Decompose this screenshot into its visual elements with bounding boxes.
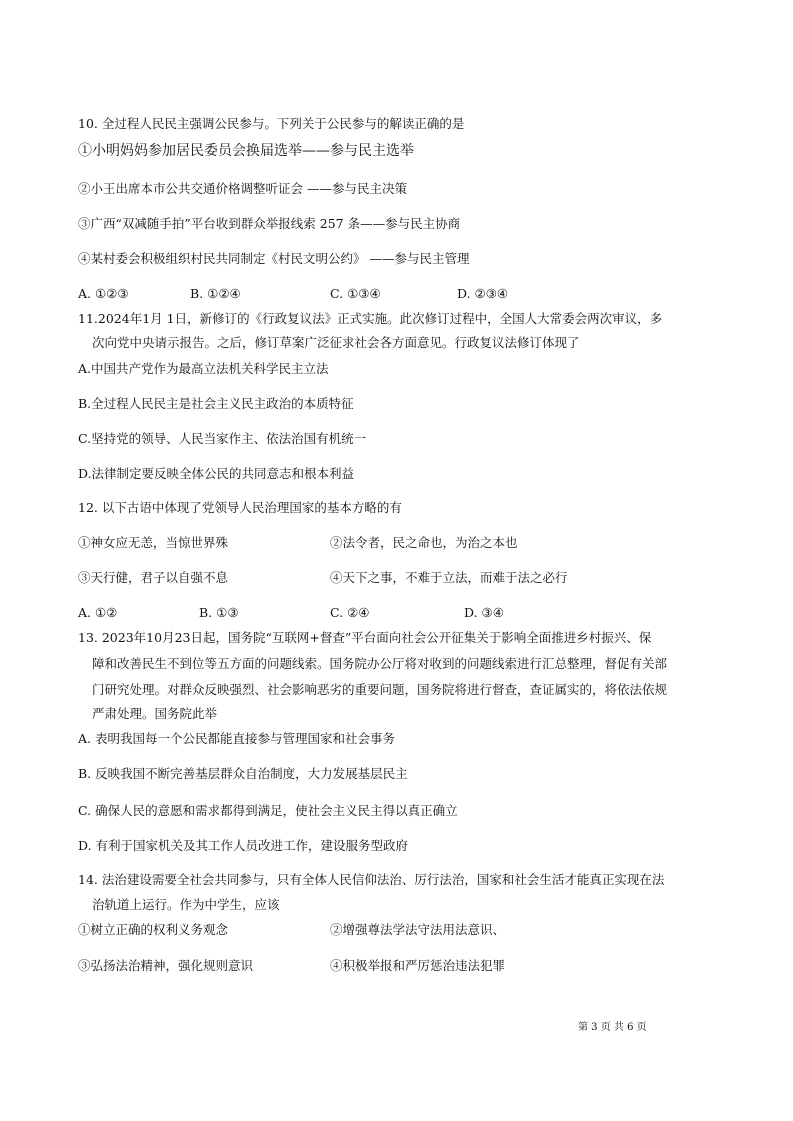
q13-option-b: B. 反映我国不断完善基层群众自治制度，大力发展基层民主 <box>78 766 408 781</box>
q13-stem-line-2: 障和改善民生不到位等五方面的问题线索。国务院办公厅将对收到的问题线索进行汇总整理，督促有关部 <box>92 656 668 671</box>
q14-item-1: ①树立正确的权利义务观念 <box>78 922 229 937</box>
q10-stem: 10. 全过程人民民主强调公民参与。下列关于公民参与的解读正确的是 <box>78 116 465 131</box>
q11-option-b: B.全过程人民民主是社会主义民主政治的本质特征 <box>78 396 354 411</box>
q11-stem-line-2: 次向党中央请示报告。之后，修订草案广泛征求社会各方面意见。行政复议法修订体现了 <box>92 335 580 350</box>
q10-option-b: B. ①②④ <box>190 286 241 301</box>
q13-stem-line-4: 严肃处理。国务院此举 <box>92 706 218 721</box>
q12-item-2: ②法令者，民之命也，为治之本也 <box>330 535 518 550</box>
q12-option-b: B. ①③ <box>199 605 239 620</box>
q12-option-c: C. ②④ <box>330 605 370 620</box>
q13-option-c: C. 确保人民的意愿和需求都得到满足，使社会主义民主得以真正确立 <box>78 803 458 818</box>
q12-option-a: A. ①② <box>78 605 118 620</box>
page-number-footer: 第 3 页 共 6 页 <box>578 1022 647 1033</box>
q14-item-3: ③弘扬法治精神，强化规则意识 <box>78 958 254 973</box>
q11-option-a: A.中国共产党作为最高立法机关科学民主立法 <box>78 361 329 376</box>
q10-item-2: ②小王出席本市公共交通价格调整听证会 ——参与民主决策 <box>78 181 407 196</box>
q10-option-a: A. ①②③ <box>78 286 129 301</box>
q14-item-4: ④积极举报和严厉惩治违法犯罪 <box>330 958 506 973</box>
q10-item-1: ①小明妈妈参加居民委员会换届选举——参与民主选举 <box>78 143 414 159</box>
q12-option-d: D. ③④ <box>464 605 504 620</box>
q11-option-d: D.法律制定要反映全体公民的共同意志和根本利益 <box>78 466 355 481</box>
q13-option-a: A. 表明我国每一个公民都能直接参与管理国家和社会事务 <box>78 731 395 746</box>
q10-option-c: C. ①③④ <box>330 286 381 301</box>
q12-stem: 12. 以下古语中体现了党领导人民治理国家的基本方略的有 <box>78 500 402 515</box>
q14-stem-line-2: 治轨道上运行。作为中学生，应该 <box>92 897 280 912</box>
q11-stem-line-1: 11.2024年1月 1日，新修订的《行政复议法》正式实施。此次修订过程中，全国人大常委会两次审议，多 <box>78 311 663 326</box>
q14-stem-line-1: 14. 法治建设需要全社会共同参与，只有全体人民信仰法治、厉行法治，国家和社会生活才能真正实现在法 <box>78 872 665 887</box>
q10-option-d: D. ②③④ <box>457 286 509 301</box>
q13-stem-line-3: 门研究处理。对群众反映强烈、社会影响恶劣的重要问题，国务院将进行督查，查证属实的，将依法依规 <box>92 682 668 697</box>
q12-item-4: ④天下之事，不难于立法，而难于法之必行 <box>330 570 568 585</box>
q10-item-3: ③广西“双减随手拍”平台收到群众举报线索 257 条——参与民主协商 <box>78 216 461 231</box>
q14-item-2: ②增强尊法学法守法用法意识、 <box>330 922 506 937</box>
q12-item-3: ③天行健，君子以自强不息 <box>78 570 229 585</box>
q10-item-4: ④某村委会积极组织村民共同制定《村民文明公约》 ——参与民主管理 <box>78 251 470 266</box>
q13-option-d: D. 有利于国家机关及其工作人员改进工作，建设服务型政府 <box>78 838 409 853</box>
q11-option-c: C.坚持党的领导、人民当家作主、依法治国有机统一 <box>78 431 367 446</box>
q12-item-1: ①神女应无恙，当惊世界殊 <box>78 535 229 550</box>
q13-stem-line-1: 13. 2023年10月23日起，国务院“互联网+督查”平台面向社会公开征集关于影响全面推进乡村振兴、保 <box>78 630 652 645</box>
